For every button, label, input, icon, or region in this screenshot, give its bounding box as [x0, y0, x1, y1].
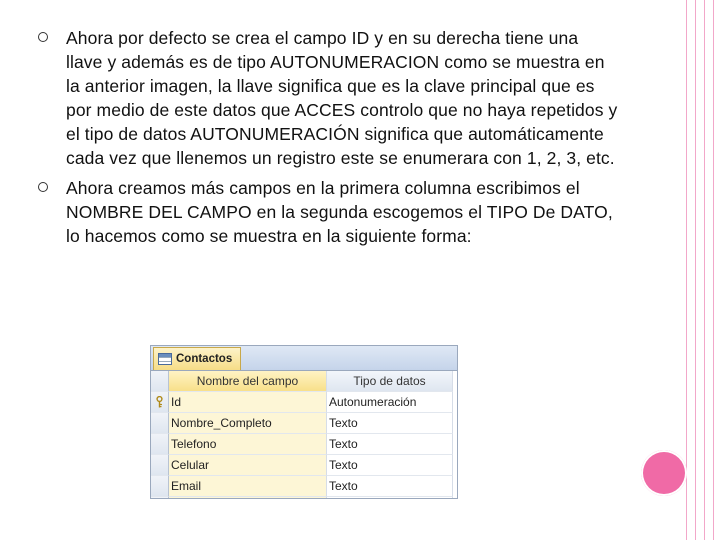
rail-line-2 [695, 0, 696, 540]
data-type-cell[interactable] [327, 497, 453, 499]
tab-label: Contactos [176, 352, 233, 365]
row-selector[interactable] [151, 497, 169, 499]
column-header-data-type[interactable]: Tipo de datos [327, 371, 453, 392]
rail-line-3 [704, 0, 705, 540]
tab-contactos[interactable] [153, 347, 241, 370]
data-type-cell[interactable]: Texto [327, 434, 453, 455]
tab-bar [151, 346, 457, 371]
field-name-cell[interactable]: Id [169, 392, 327, 413]
data-type-cell[interactable]: Texto [327, 476, 453, 497]
data-type-cell[interactable]: Autonumeración [327, 392, 453, 413]
rail-line-1 [686, 0, 687, 540]
bullet-text: Ahora creamos más campos en la primera columna escribimos el NOMBRE DEL CAMPO en la segunda escogemos el TIPO De DATO, lo hacemos como se muestra en la siguiente forma: [66, 178, 613, 246]
circle-bullet-icon [38, 32, 48, 42]
row-selector[interactable] [151, 476, 169, 497]
access-table-design-view [150, 345, 458, 499]
primary-key-icon [155, 396, 164, 408]
bullet-list [38, 26, 618, 254]
column-header-field-name[interactable]: Nombre del campo [169, 371, 327, 392]
bullet-item [38, 26, 618, 170]
field-name-cell[interactable]: Celular [169, 455, 327, 476]
row-selector[interactable] [151, 434, 169, 455]
field-name-cell[interactable] [169, 497, 327, 499]
field-name-cell[interactable]: Telefono [169, 434, 327, 455]
data-type-cell[interactable]: Texto [327, 413, 453, 434]
row-selector[interactable] [151, 413, 169, 434]
row-selector-header[interactable] [151, 371, 169, 392]
data-type-cell[interactable]: Texto [327, 455, 453, 476]
table-icon [158, 353, 172, 365]
row-selector[interactable] [151, 455, 169, 476]
design-grid [151, 371, 457, 499]
rail-line-4 [713, 0, 714, 540]
bullet-text: Ahora por defecto se crea el campo ID y en su derecha tiene una llave y además es de tipo AUTONUMERACION como se muestra en la anterior imagen, la llave significa que es la clave principal que es por medio de este datos que ACCES controlo que no haya repetidos y el tipo de datos AUTONUMERACIÓN significa que automáticamente cada vez que llenemos un registro este se enumerara con 1, 2, 3, etc. [66, 28, 618, 168]
pink-circle-decoration [641, 450, 687, 496]
circle-bullet-icon [38, 182, 48, 192]
bullet-item [38, 176, 618, 248]
field-name-cell[interactable]: Nombre_Completo [169, 413, 327, 434]
field-name-cell[interactable]: Email [169, 476, 327, 497]
row-selector[interactable] [151, 392, 169, 413]
